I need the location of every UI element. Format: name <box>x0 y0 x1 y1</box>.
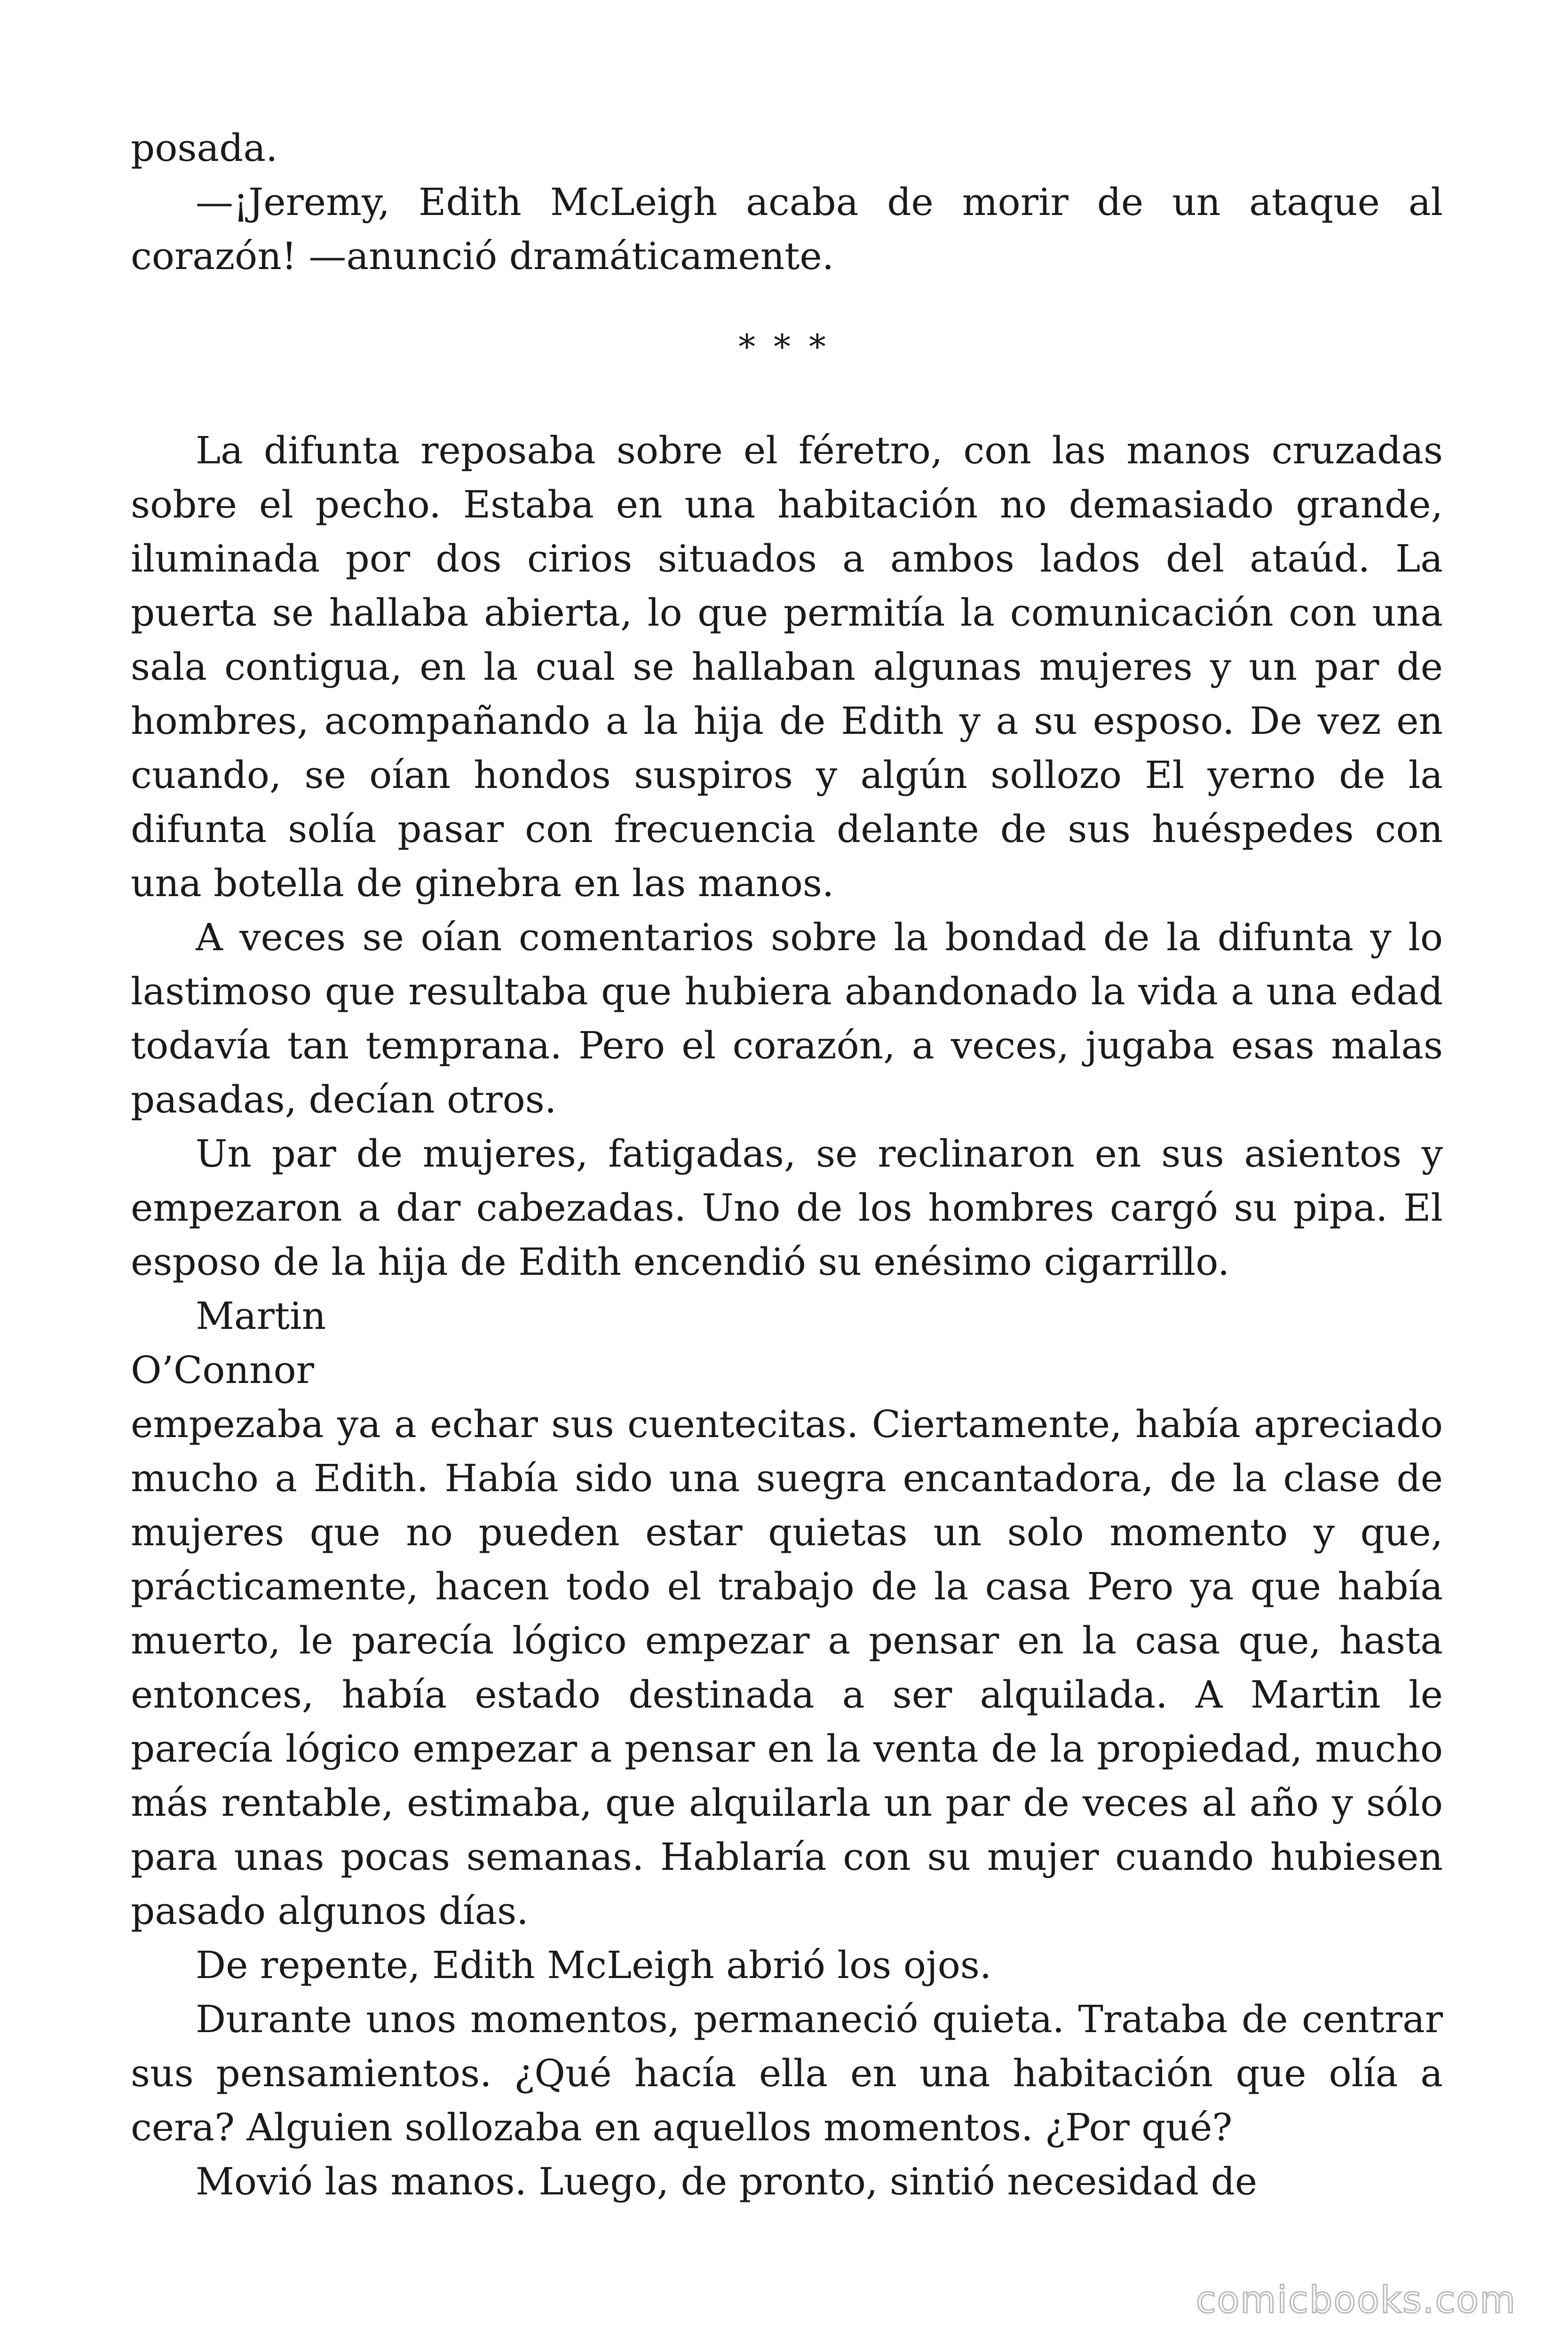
paragraph: La difunta reposaba sobre el féretro, con las manos cruzadas sobre el pecho. Estaba en una habitación no demasiado grande, iluminada por dos cirios situados a ambos lados del ataúd. La puerta se hallaba abierta, lo que permitía la comunicación con una sala contigua, en la cual se hallaban algunas mujeres y un par de hombres, acompañando a la hija de Edith y a su esposo. De vez en cuando, se oían hondos suspiros y algún sollozo El yerno de la difunta solía pasar con frecuencia delante de sus huéspedes con una botella de ginebra en las manos. <box>131 429 1443 905</box>
paragraph: De repente, Edith McLeigh abrió los ojos. <box>196 1943 992 1987</box>
paragraph: O’Connor <box>131 1348 314 1392</box>
main-text-block <box>131 423 1443 2209</box>
paragraph: Martin <box>196 1294 326 1338</box>
paragraph: Durante unos momentos, permaneció quieta. Trataba de centrar sus pensamientos. ¿Qué hacía ella en una habitación que olía a cera? Alguien sollozaba en aquellos momentos. ¿Por qué? <box>131 1997 1443 2149</box>
paragraph-continuation: posada. <box>131 126 278 170</box>
paragraph-dialogue: —¡Jeremy, Edith McLeigh acaba de morir de un ataque al corazón! —anunció dramáticamente. <box>131 180 1443 278</box>
paragraph: A veces se oían comentarios sobre la bondad de la difunta y lo lastimoso que resultaba que hubiera abandonado la vida a una edad todavía tan temprana. Pero el corazón, a veces, jugaba esas malas pasadas, decían otros. <box>131 915 1443 1121</box>
paragraph-last: Movió las manos. Luego, de pronto, sintió necesidad de <box>196 2160 1258 2203</box>
paragraph: empezaba ya a echar sus cuentecitas. Ciertamente, había apreciado mucho a Edith. Había sido una suegra encantadora, de la clase de mujeres que no pueden estar quietas un solo momento y que, prácticamente, hacen todo el trabajo de la casa Pero ya que había muerto, le parecía lógico empezar a pensar en la casa que, hasta entonces, había estado destinada a ser alquilada. A Martin le parecía lógico empezar a pensar en la venta de la propiedad, mucho más rentable, estimaba, que alquilarla un par de veces al año y sólo para unas pocas semanas. Hablaría con su mujer cuando hubiesen pasado algunos días. <box>131 1402 1443 1933</box>
top-text-block <box>131 121 1443 283</box>
section-separator: * * * <box>738 327 830 366</box>
paragraph: Un par de mujeres, fatigadas, se reclinaron en sus asientos y empezaron a dar cabezadas. Uno de los hombres cargó su pipa. El esposo de la hija de Edith encendió su enésimo cigarrillo. <box>131 1132 1443 1284</box>
watermark: comicbooks.com <box>1196 2279 1516 2321</box>
